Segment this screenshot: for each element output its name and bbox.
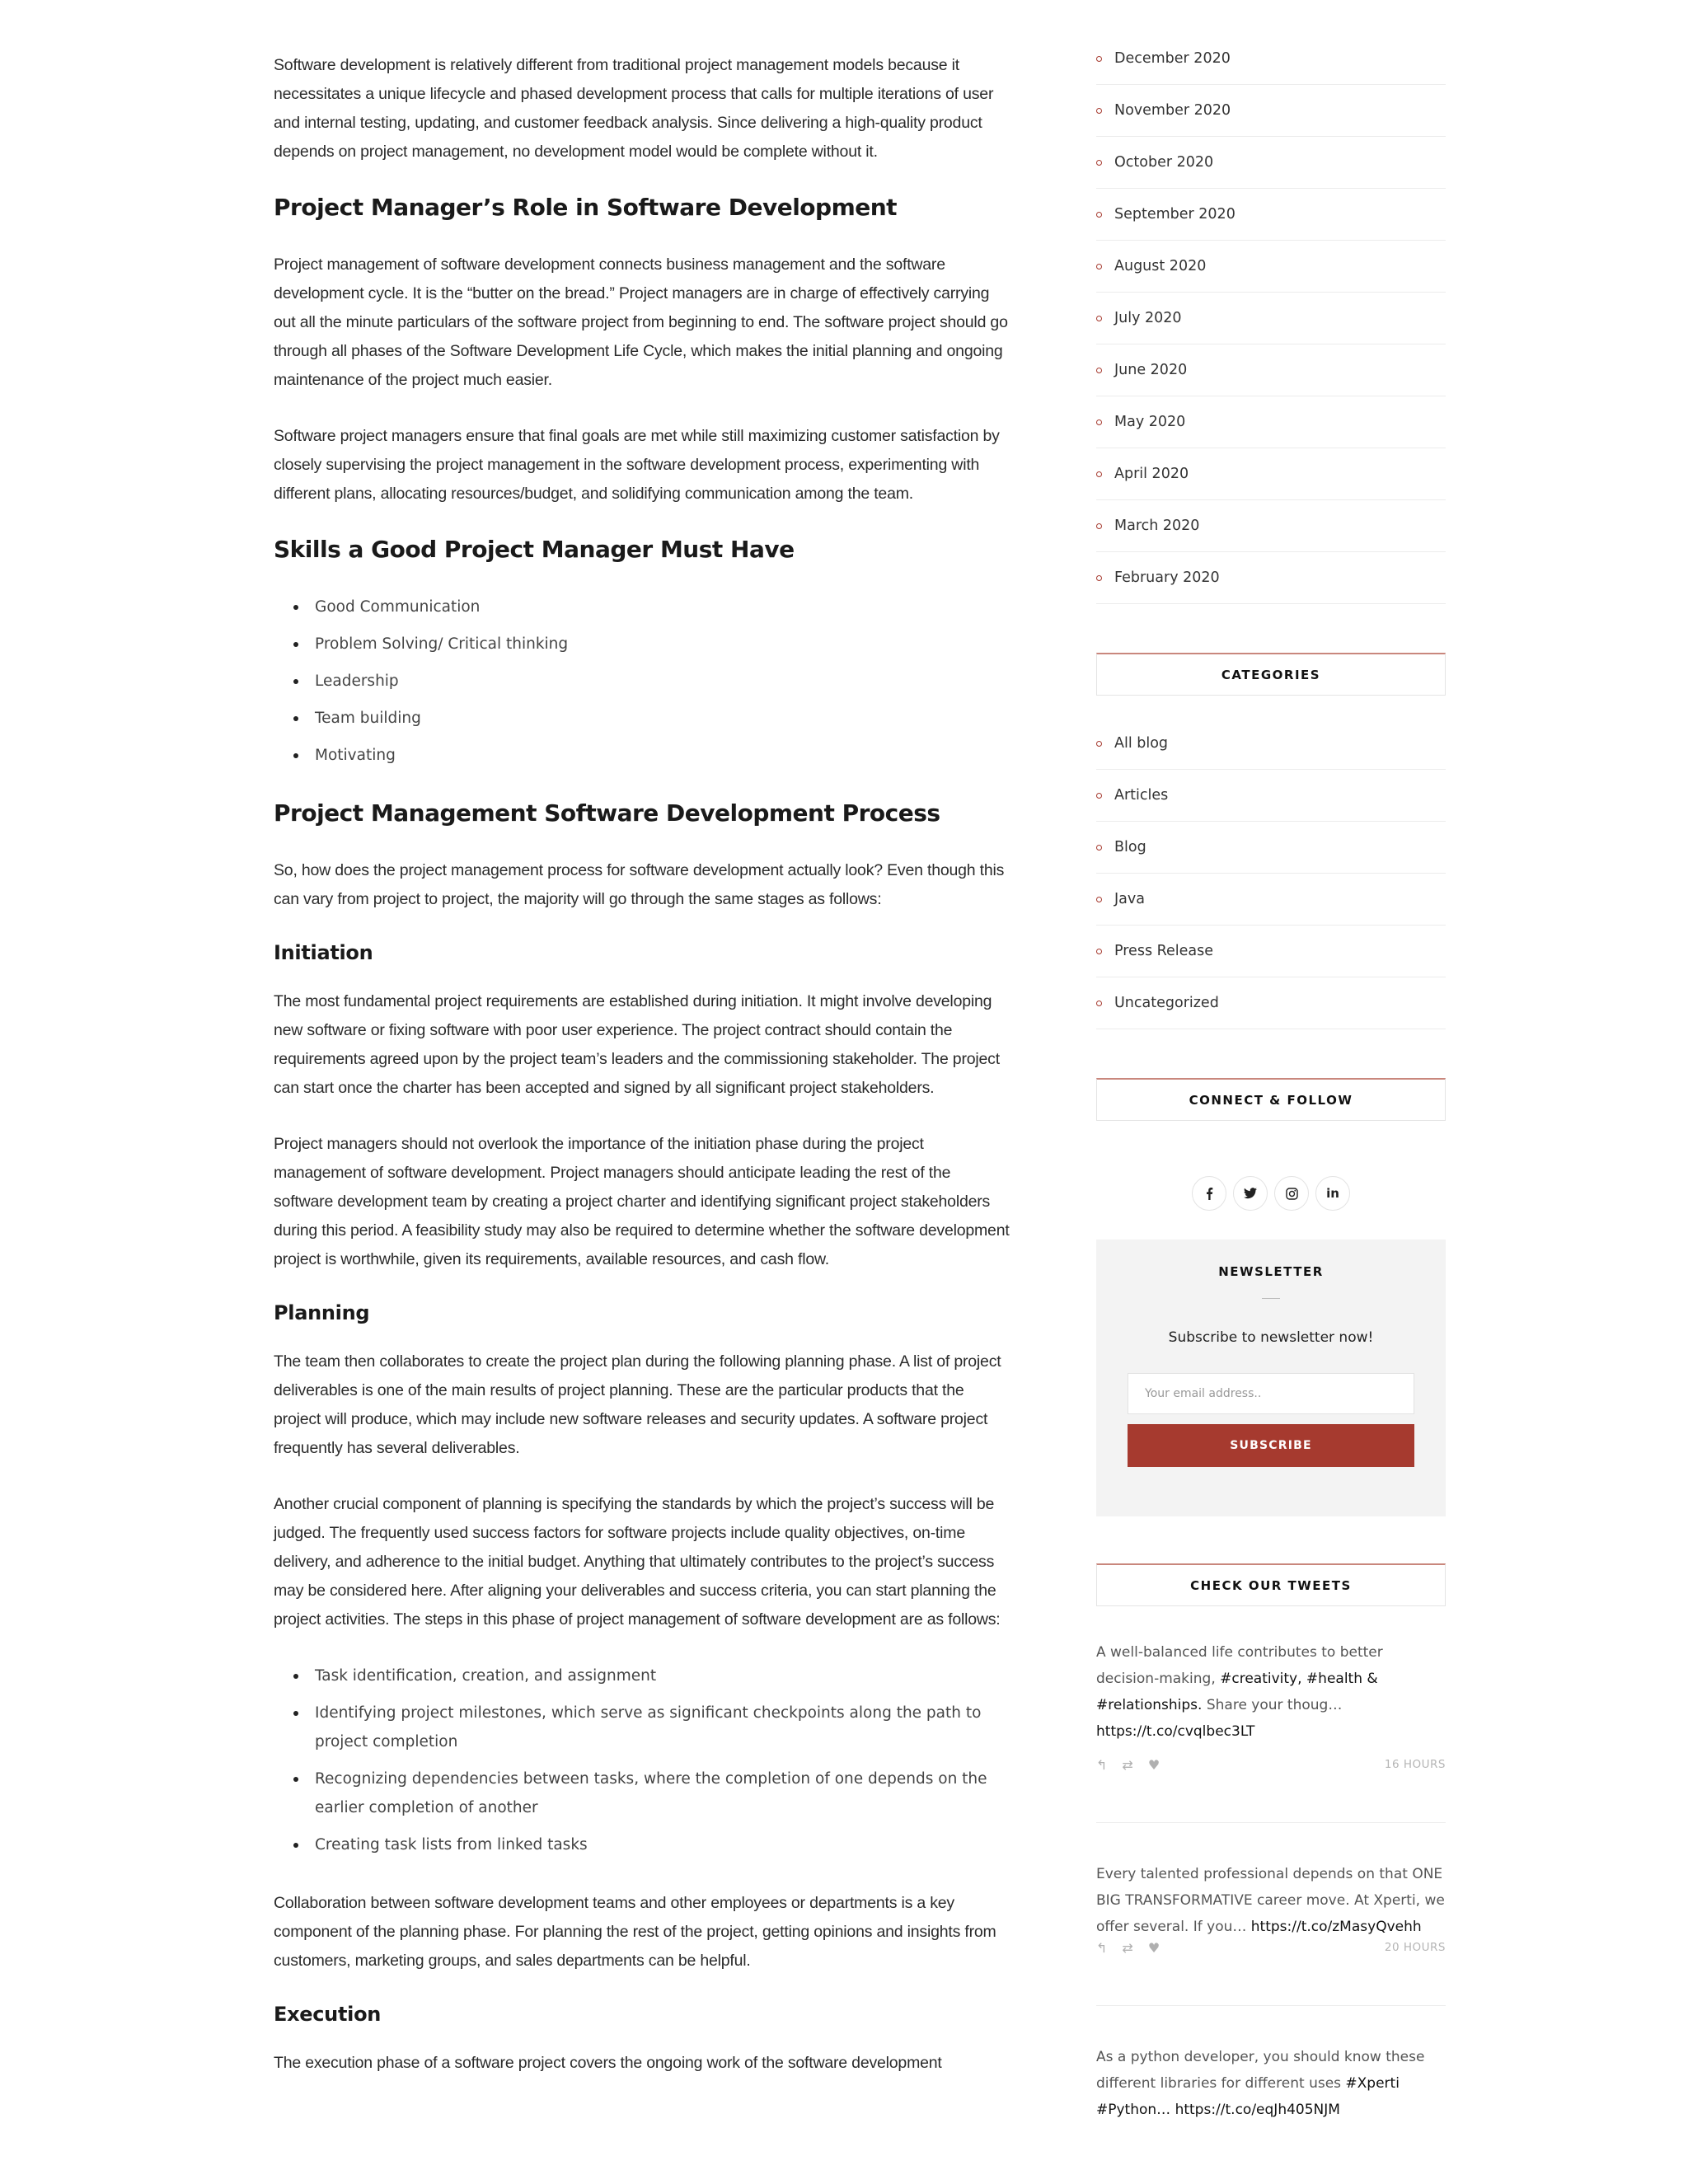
list-item: Task identification, creation, and assignment [274,1661,1012,1690]
retweet-icon[interactable]: ⇄ [1122,1939,1133,1956]
instagram-icon[interactable] [1274,1176,1309,1211]
article-paragraph: Project managers should not overlook the importance of the initiation phase during the project management of software development. Project managers should anticipate leading the rest of the software development team by creating a project charter and identifying significant project stakeholders during this period. A feasibility study may also be required to determine whether the software development project is worthwhile, given its requirements, available resources, and cash flow. [274,1135,1010,1268]
tweet-meta [1096,1935,1446,1960]
bullet-icon [1096,471,1102,477]
section-heading: Skills a Good Project Manager Must Have [274,536,795,563]
social-links [1096,1176,1446,1211]
archive-link[interactable]: July 2020 [1096,293,1446,344]
twitter-icon[interactable] [1233,1176,1268,1211]
tweet-time: 20 HOURS [1384,1941,1446,1954]
list-item: Recognizing dependencies between tasks, where the completion of one depends on the earlier completion of another [274,1765,1012,1822]
newsletter-title: NEWSLETTER [1218,1264,1324,1279]
newsletter-subtitle: Subscribe to newsletter now! [1168,1329,1374,1346]
bullet-icon [1096,316,1102,321]
list-item: Leadership [274,667,1012,696]
tweet-link[interactable]: https://t.co/zMasyQvehh [1250,1919,1422,1935]
category-link[interactable]: Press Release [1096,926,1446,977]
article-paragraph: So, how does the project management process for software development actually look? Even though this can vary from project to project, the majority will go through the same stages as follows: [274,861,1005,908]
heart-icon[interactable]: ♥ [1147,1939,1160,1956]
divider [1262,1298,1280,1299]
bullet-icon [1096,108,1102,114]
categories-title: CATEGORIES [1096,653,1446,696]
article-paragraph: The team then collaborates to create the project plan during the following planning phase. A list of project deliverables is one of the main results of project planning. These are the particular products that the project will produce, which may include new software releases and security updates. A software project frequently has several deliverables. [274,1352,1001,1457]
archive-link[interactable]: September 2020 [1096,189,1446,241]
bullet-icon [1096,523,1102,529]
retweet-icon[interactable]: ⇄ [1122,1756,1133,1773]
subsection-heading: Initiation [274,941,373,964]
article-paragraph: Project management of software development connects business management and the software development cycle. It is the “butter on the bread.” Project managers are in charge of effectively carrying out all the minute particulars of the software project from beginning to end. The software project should go through all phases of the Software Development Life Cycle, which makes the initial planning and ongoing maintenance of the project much easier. [274,255,1008,389]
archives-list [1096,33,1446,604]
article-paragraph: Software project managers ensure that final goals are met while still maximizing customer satisfaction by closely supervising the project management in the software development process, experimenting with different plans, allocating resources/budget, and solidifying communication among the team. [274,427,1000,503]
archive-link[interactable]: June 2020 [1096,344,1446,396]
tweets-title: CHECK OUR TWEETS [1096,1563,1446,1606]
reply-icon[interactable]: ↰ [1096,1756,1108,1773]
hashtag-link[interactable]: #creativity, #health & #relationships. [1096,1671,1378,1713]
category-link[interactable]: Java [1096,874,1446,926]
archive-link[interactable]: February 2020 [1096,552,1446,604]
bullet-icon [1096,949,1102,954]
categories-list [1096,718,1446,1029]
bullet-icon [1096,160,1102,166]
bullet-icon [1096,1001,1102,1006]
tweet-time: 16 HOURS [1384,1758,1446,1771]
planning-steps-list [274,1661,1012,1859]
archive-link[interactable]: October 2020 [1096,137,1446,189]
hashtag-link[interactable]: #Xperti #Python… [1096,2075,1400,2118]
list-item: Creating task lists from linked tasks [274,1830,1012,1859]
subsection-heading: Execution [274,2003,382,2026]
subsection-heading: Planning [274,1301,370,1324]
article-paragraph: Collaboration between software development teams and other employees or departments is a key component of the planning phase. For planning the rest of the project, getting opinions and insights from customers, marketing groups, and sales departments can be helpful. [274,1894,996,1970]
newsletter-widget [1096,1240,1446,1516]
archive-link[interactable]: August 2020 [1096,241,1446,293]
bullet-icon [1096,419,1102,425]
list-item: Problem Solving/ Critical thinking [274,630,1012,658]
tweet [1096,1822,1446,2006]
tweet-link[interactable]: https://t.co/cvqlbec3LT [1096,1723,1255,1740]
tweet-text: As a python developer, you should know these different libraries for different uses #Xperti #Python… https://t.co/eqJh405NJM [1096,2049,1425,2118]
list-item: Identifying project milestones, which serve as significant checkpoints along the path to project completion [274,1699,1012,1756]
category-link[interactable]: Articles [1096,770,1446,822]
subscribe-button[interactable]: SUBSCRIBE [1128,1424,1414,1467]
archive-link[interactable]: March 2020 [1096,500,1446,552]
bullet-icon [1096,575,1102,581]
bullet-icon [1096,56,1102,62]
bullet-icon [1096,368,1102,373]
reply-icon[interactable]: ↰ [1096,1939,1108,1956]
list-item: Motivating [274,741,1012,770]
tweet-meta [1096,1752,1446,1777]
category-link[interactable]: All blog [1096,718,1446,770]
bullet-icon [1096,845,1102,851]
bullet-icon [1096,793,1102,799]
heart-icon[interactable]: ♥ [1147,1756,1160,1773]
tweet-text: Every talented professional depends on that ONE BIG TRANSFORMATIVE career move. At Xperti, we offer several. If you… https://t.co/zMasyQvehh [1096,1866,1445,1935]
tweet-link[interactable]: https://t.co/eqJh405NJM [1175,2102,1340,2118]
article-paragraph: The execution phase of a software project covers the ongoing work of the software development [274,2054,942,2072]
article-paragraph: The most fundamental project requirements are established during initiation. It might involve developing new software or fixing software with poor user experience. The project contract should contain the requirements agreed upon by the project team’s leaders and the commissioning stakeholder. The project can start once the charter has been accepted and signed by all significant project stakeholders. [274,992,1000,1097]
bullet-icon [1096,264,1102,269]
archive-link[interactable]: April 2020 [1096,448,1446,500]
archive-link[interactable]: December 2020 [1096,33,1446,85]
category-link[interactable]: Blog [1096,822,1446,874]
bullet-icon [1096,741,1102,747]
connect-follow-title: CONNECT & FOLLOW [1096,1078,1446,1121]
category-link[interactable]: Uncategorized [1096,977,1446,1029]
page-bottom-fade [0,2130,1688,2184]
article-paragraph: Another crucial component of planning is specifying the standards by which the project’s success will be judged. The frequently used success factors for software projects include quality objectives, on-time delivery, and adherence to the initial budget. Anything that ultimately contributes to the project’s success may be considered here. After aligning your deliverables and success criteria, you can start planning the project activities. The steps in this phase of project management of software development are as follows: [274,1495,1001,1629]
linkedin-icon[interactable]: in [1315,1176,1350,1211]
email-input[interactable]: Your email address.. [1128,1373,1414,1414]
section-heading: Project Manager’s Role in Software Development [274,194,898,221]
facebook-icon[interactable] [1192,1176,1226,1211]
tweet-text: A well-balanced life contributes to better decision-making, #creativity, #health & #relationships. Share your thoug… https://t.co/cvqlbec3LT [1096,1644,1383,1740]
article-content [274,51,1012,2105]
skills-list [274,593,1012,770]
section-heading: Project Management Software Development Process [274,799,940,827]
tweet [1096,1639,1446,1823]
bullet-icon [1096,212,1102,218]
list-item: Good Communication [274,593,1012,621]
bullet-icon [1096,897,1102,902]
list-item: Team building [274,704,1012,733]
archive-link[interactable]: November 2020 [1096,85,1446,137]
archive-link[interactable]: May 2020 [1096,396,1446,448]
article-paragraph: Software development is relatively different from traditional project management models because it necessitates a unique lifecycle and phased development process that calls for multiple iterations of user and internal testing, updating, and customer feedback analysis. Since delivering a high-quality product depends on project management, no development model would be complete without it. [274,56,994,161]
